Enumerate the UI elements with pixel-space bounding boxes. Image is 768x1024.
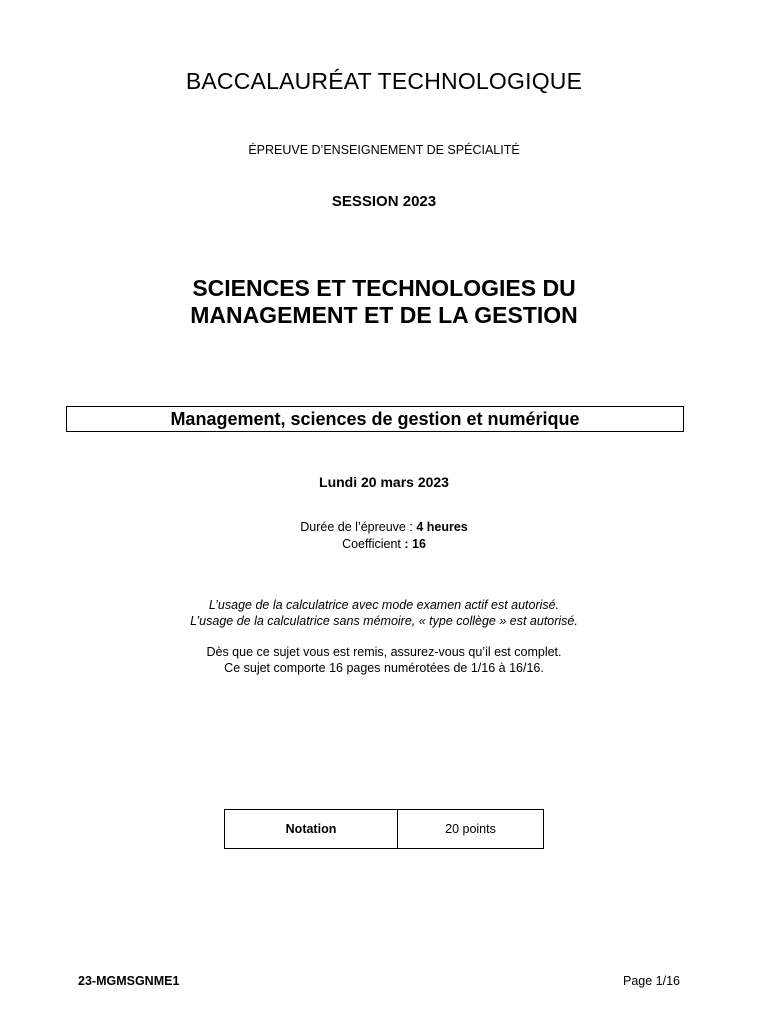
notation-label: Notation: [225, 810, 398, 849]
exam-coefficient: [0, 537, 768, 551]
notation-value: 20 points: [398, 810, 544, 849]
coefficient-label: Coefficient: [342, 537, 401, 551]
coefficient-value: : 16: [400, 537, 426, 551]
footer-subject-code: 23-MGMSGNME1: [78, 974, 180, 988]
calculator-rule-2: L’usage de la calculatrice sans mémoire, « type collège » est autorisé.: [190, 614, 578, 628]
duration-label: Durée de l’épreuve :: [300, 520, 417, 534]
duration-value: 4 heures: [416, 520, 468, 534]
exam-type-subtitle: ÉPREUVE D’ENSEIGNEMENT DE SPÉCIALITÉ: [248, 143, 520, 157]
exam-duration: [0, 520, 768, 534]
check-instruction-2: Ce sujet comporte 16 pages numérotées de 1/16 à 16/16.: [224, 661, 544, 675]
table-row: [225, 810, 544, 849]
session-label: SESSION 2023: [331, 193, 437, 210]
footer-page-number: Page 1/16: [623, 974, 680, 988]
subject-box: Management, sciences de gestion et numérique: [66, 406, 684, 432]
specialty-title-line1: SCIENCES ET TECHNOLOGIES DU: [192, 275, 576, 301]
document-title: BACCALAURÉAT TECHNOLOGIQUE: [185, 68, 583, 94]
calculator-rule-1: L’usage de la calculatrice avec mode examen actif est autorisé.: [208, 598, 560, 612]
specialty-title-line2: MANAGEMENT ET DE LA GESTION: [190, 302, 578, 328]
check-instruction-1: Dès que ce sujet vous est remis, assurez-vous qu’il est complet.: [206, 645, 562, 659]
exam-date: Lundi 20 mars 2023: [319, 474, 449, 490]
notation-table: [224, 809, 544, 849]
